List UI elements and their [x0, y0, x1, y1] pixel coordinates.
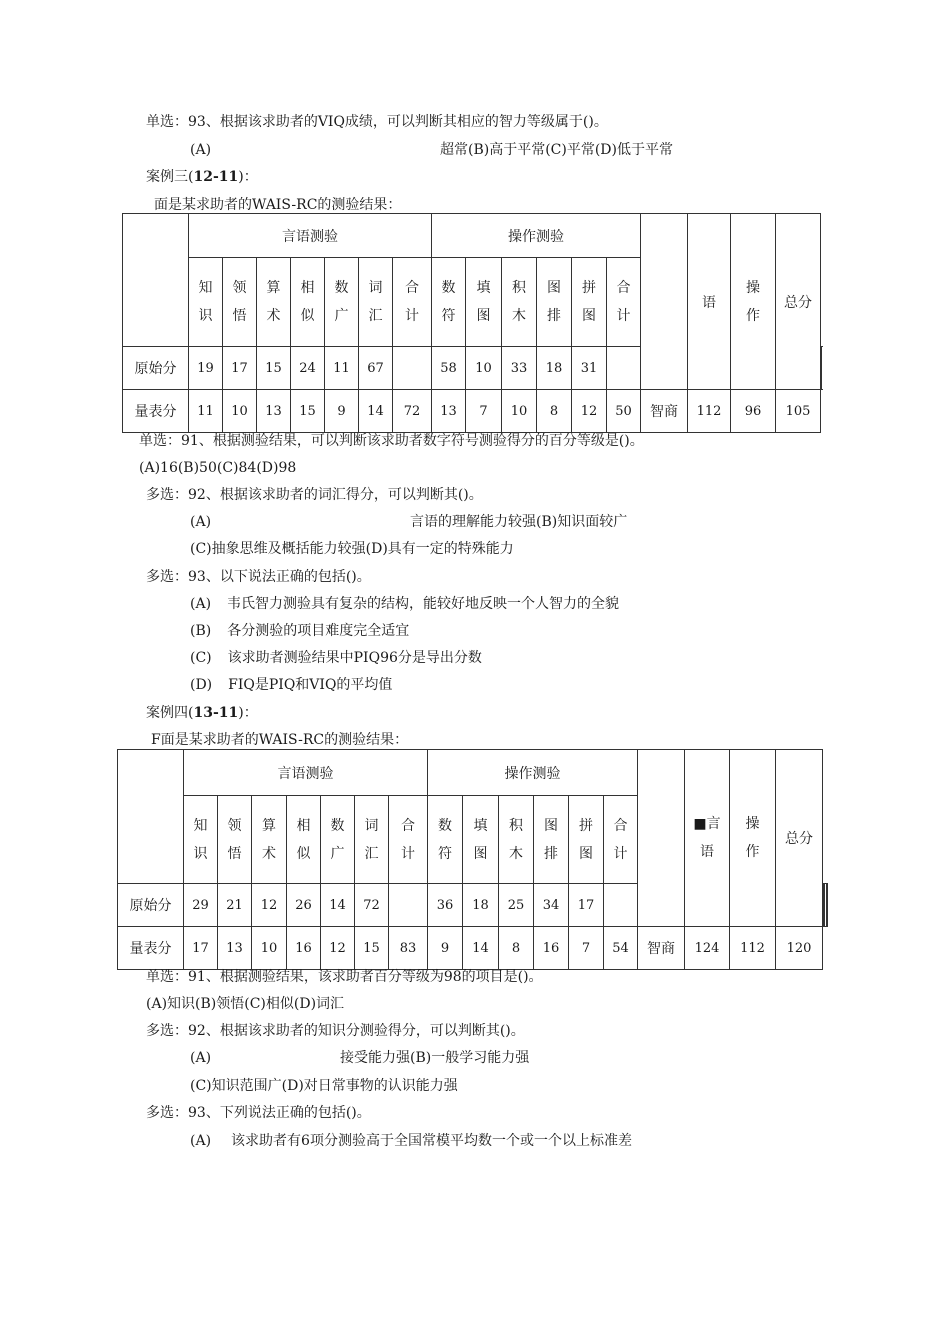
corner-cell: [118, 750, 184, 884]
verbal-test-header: 言语测验: [184, 750, 428, 796]
verbal-iq-header: 语: [688, 214, 731, 390]
raw-score: 31: [572, 347, 607, 390]
row-label: 量表分: [118, 927, 184, 970]
scaled-score: 50: [607, 390, 641, 433]
subtest-header: 拼图: [569, 796, 604, 884]
raw-score: 67: [359, 347, 393, 390]
subtest-header: 词汇: [355, 796, 389, 884]
case4-question-93: 多选：93、下列说法正确的包括()。: [146, 1105, 371, 1121]
scaled-score: 8: [537, 390, 572, 433]
subtest-header: 合计: [393, 258, 432, 347]
case3-question-93: 多选：93、以下说法正确的包括()。: [146, 569, 371, 585]
raw-score: 58: [432, 347, 466, 390]
case3-question-91: 单选：91、根据测验结果，可以判断该求助者数字符号测验得分的百分等级是()。: [139, 433, 644, 449]
subtest-header: 图排: [534, 796, 569, 884]
case4-question-92-options-cd: (C)知识范围广(D)对日常事物的认识能力强: [190, 1078, 458, 1094]
scaled-score: 10: [223, 390, 257, 433]
scaled-score: 15: [291, 390, 325, 433]
subtest-header: 拼图: [572, 258, 607, 347]
total-iq-header: 总分: [776, 214, 821, 390]
case4-question-91-options: (A)知识(B)领悟(C)相似(D)词汇: [146, 996, 345, 1012]
scaled-score: 13: [432, 390, 466, 433]
scaled-score: 96: [731, 390, 776, 433]
iq-label-column: [641, 214, 688, 390]
case3-results-table: [122, 213, 822, 433]
case3-q93-option-a: (A) 韦氏智力测验具有复杂的结构，能较好地反映一个人智力的全貌: [190, 596, 620, 612]
subtest-header: 数符: [432, 258, 466, 347]
subtest-header: 算术: [252, 796, 287, 884]
raw-score: 29: [184, 884, 218, 927]
raw-score: 34: [534, 884, 569, 927]
question-93-options: 超常(B)高于平常(C)平常(D)低于平常: [440, 142, 673, 158]
raw-score: [607, 347, 641, 390]
subtest-header: 数广: [321, 796, 355, 884]
scaled-score: 7: [466, 390, 502, 433]
raw-score: 21: [218, 884, 252, 927]
subtest-header: 词汇: [359, 258, 393, 347]
raw-score: 15: [257, 347, 291, 390]
subtest-header: 积木: [502, 258, 537, 347]
option-a-label: (A): [190, 142, 212, 158]
performance-iq-header: 操作: [730, 750, 776, 927]
subtest-header: 合计: [607, 258, 641, 347]
scaled-score: 16: [287, 927, 321, 970]
scaled-score: 9: [428, 927, 463, 970]
row-label: 量表分: [123, 390, 189, 433]
scaled-score: 14: [359, 390, 393, 433]
case3-question-92-options-ab: 言语的理解能力较强(B)知识面较广: [410, 514, 628, 530]
raw-score: 10: [466, 347, 502, 390]
scaled-score: 124: [685, 927, 730, 970]
case3-question-92-options-cd: (C)抽象思维及概括能力较强(D)具有一定的特殊能力: [190, 541, 514, 557]
subtest-header: 图排: [537, 258, 572, 347]
scaled-score: 120: [776, 927, 823, 970]
scaled-score: 17: [184, 927, 218, 970]
case4-intro: F面是某求助者的WAIS-RC的测验结果：: [151, 732, 409, 748]
case3-intro: 面是某求助者的WAIS-RC的测验结果：: [154, 197, 402, 213]
subtest-header: 知识: [184, 796, 218, 884]
scaled-score: 10: [252, 927, 287, 970]
raw-score: 33: [502, 347, 537, 390]
raw-score: [826, 884, 827, 927]
iq-label-column: [638, 750, 685, 927]
raw-score: 25: [499, 884, 534, 927]
raw-score: 14: [321, 884, 355, 927]
scaled-score: 13: [257, 390, 291, 433]
raw-score: 36: [428, 884, 463, 927]
performance-iq-header: 操作: [731, 214, 776, 390]
row-label: 原始分: [123, 347, 189, 390]
performance-test-header: 操作测验: [432, 214, 641, 258]
scaled-score: 11: [189, 390, 223, 433]
subtest-header: 积木: [499, 796, 534, 884]
scaled-score: 13: [218, 927, 252, 970]
subtest-header: 合计: [389, 796, 428, 884]
subtest-header: 领悟: [223, 258, 257, 347]
raw-score: 11: [325, 347, 359, 390]
case3-question-92: 多选：92、根据该求助者的词汇得分，可以判断其()。: [146, 487, 483, 503]
subtest-header: 数广: [325, 258, 359, 347]
case3-q93-option-b: (B) 各分测验的项目难度完全适宜: [190, 623, 410, 639]
scaled-score: 12: [572, 390, 607, 433]
raw-score: 72: [355, 884, 389, 927]
subtest-header: 合计: [604, 796, 638, 884]
subtest-header: 算术: [257, 258, 291, 347]
scaled-score: 83: [389, 927, 428, 970]
raw-score: 17: [223, 347, 257, 390]
scaled-score: 112: [688, 390, 731, 433]
subtest-header: 相似: [291, 258, 325, 347]
scaled-score: 7: [569, 927, 604, 970]
subtest-header: 数符: [428, 796, 463, 884]
scaled-score: 14: [463, 927, 499, 970]
total-iq-header: 总分: [776, 750, 823, 927]
question-93-single: 单选：93、根据该求助者的VIQ成绩，可以判断其相应的智力等级属于()。: [146, 114, 608, 130]
raw-score: [604, 884, 638, 927]
raw-score: [389, 884, 428, 927]
case4-title: 案例四(13-11)：: [146, 705, 258, 721]
raw-score: 19: [189, 347, 223, 390]
raw-score: 17: [569, 884, 604, 927]
case3-q93-option-c: (C) 该求助者测验结果中PIQ96分是导出分数: [190, 650, 482, 666]
case4-q93-option-a: (A) 该求助者有6项分测验高于全国常模平均数一个或一个以上标准差: [190, 1133, 632, 1149]
verbal-test-header: 言语测验: [189, 214, 432, 258]
row-label: 原始分: [118, 884, 184, 927]
scaled-score: 72: [393, 390, 432, 433]
table-row-scaled: [123, 390, 822, 433]
scaled-score: 16: [534, 927, 569, 970]
performance-test-header: 操作测验: [428, 750, 638, 796]
iq-label: 智商: [641, 390, 688, 433]
case4-question-92-options-ab: 接受能力强(B)一般学习能力强: [340, 1050, 530, 1066]
option-a-label: (A): [190, 1050, 212, 1066]
case3-title: 案例三(12-11)：: [146, 169, 258, 185]
raw-score: 24: [291, 347, 325, 390]
table-row-scaled: [118, 927, 828, 970]
raw-score: 26: [287, 884, 321, 927]
case4-question-92: 多选：92、根据该求助者的知识分测验得分，可以判断其()。: [146, 1023, 525, 1039]
option-a-label: (A): [190, 514, 212, 530]
iq-label: 智商: [638, 927, 685, 970]
raw-score: 12: [252, 884, 287, 927]
raw-score: [393, 347, 432, 390]
case4-question-91: 单选：91、根据测验结果，该求助者百分等级为98的项目是()。: [146, 969, 543, 985]
scaled-score: 10: [502, 390, 537, 433]
subtest-header: 领悟: [218, 796, 252, 884]
raw-score: 18: [537, 347, 572, 390]
verbal-iq-header: ■言语: [685, 750, 730, 927]
scaled-score: 105: [776, 390, 821, 433]
scaled-score: 8: [499, 927, 534, 970]
scaled-score: 15: [355, 927, 389, 970]
scaled-score: 9: [325, 390, 359, 433]
corner-cell: [123, 214, 189, 347]
subtest-header: 填图: [466, 258, 502, 347]
case3-question-91-options: (A)16(B)50(C)84(D)98: [139, 460, 297, 476]
raw-score: 18: [463, 884, 499, 927]
scaled-score: 12: [321, 927, 355, 970]
scaled-score: 54: [604, 927, 638, 970]
case4-results-table: [117, 749, 828, 970]
scaled-score: 112: [730, 927, 776, 970]
case3-q93-option-d: (D) FIQ是PIQ和VIQ的平均值: [190, 677, 393, 693]
subtest-header: 填图: [463, 796, 499, 884]
subtest-header: 相似: [287, 796, 321, 884]
subtest-header: 知识: [189, 258, 223, 347]
